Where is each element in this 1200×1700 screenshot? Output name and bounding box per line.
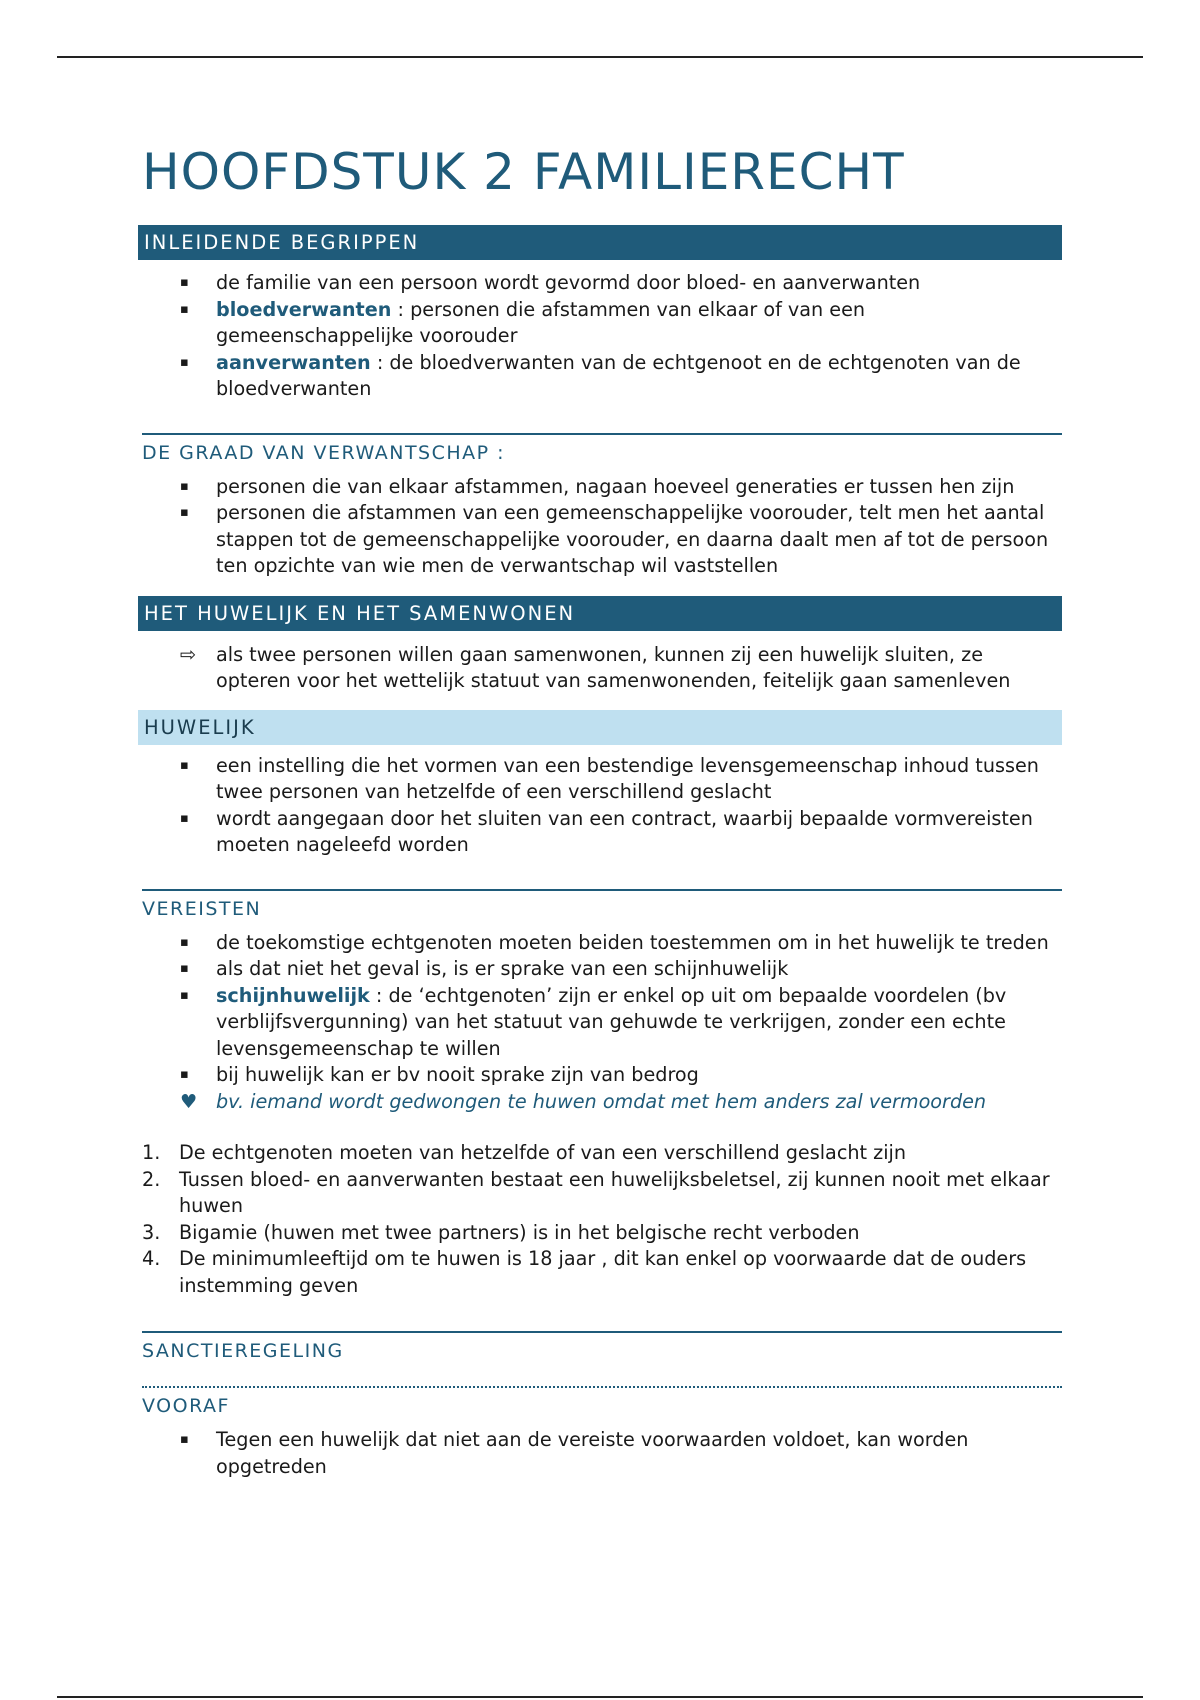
list-item: ▪ Tegen een huwelijk dat niet aan de vereiste voorwaarden voldoet, kan worden opgetreden	[180, 1428, 969, 1478]
list-item: ▪ als dat niet het geval is, is er sprake van een schijnhuwelijk	[142, 956, 1062, 983]
square-bullet-icon: ▪	[180, 987, 189, 1003]
square-bullet-icon: ▪	[180, 1432, 189, 1447]
list-item: ▪ bij huwelijk kan er bv nooit sprake zijn van bedrog	[142, 1062, 1062, 1089]
term-bloedverwanten: bloedverwanten	[216, 297, 392, 321]
document-body	[142, 140, 1062, 1480]
bottom-rule	[57, 1696, 1143, 1698]
list-item: ▪ aanverwanten : de bloedverwanten van de echtgenoot en de echtgenoten van de bloedverwanten	[180, 350, 1021, 400]
subheading-vereisten: VEREISTEN	[142, 889, 1062, 921]
numbered-item: 3. Bigamie (huwen met twee partners) is in het belgische recht verboden	[142, 1220, 860, 1244]
bullet-list-huwelijk	[142, 753, 1062, 859]
heart-icon: ♥	[180, 1089, 198, 1113]
section-heading-huwelijk: HUWELIJK	[138, 710, 1062, 745]
subheading-sanctieregeling: SANCTIEREGELING	[142, 1331, 1062, 1363]
list-item: ⇨ als twee personen willen gaan samenwonen, kunnen zij een huwelijk sluiten, ze opteren voor het wettelijk statuut van samenwonenden, feitelijk gaan samenleven	[180, 642, 1011, 692]
square-bullet-icon: ▪	[180, 810, 189, 826]
list-item: ▪ personen die afstammen van een gemeenschappelijke voorouder, telt men het aantal stappen tot de gemeenschappelijke voorouder, en daarna daalt men af tot de persoon ten opzichte van wie men de verwantschap wil vaststellen	[180, 501, 1049, 577]
list-item: ▪ een instelling die het vormen van een bestendige levensgemeenschap inhoud tussen twee personen van hetzelfde of een verschillend geslacht	[180, 753, 1039, 803]
square-bullet-icon: ▪	[180, 934, 189, 950]
subheading-graad: DE GRAAD VAN VERWANTSCHAP :	[142, 433, 1062, 465]
page-title: HOOFDSTUK 2 FAMILIERECHT	[142, 143, 905, 201]
list-item: ▪ bloedverwanten : personen die afstammen van elkaar of van een gemeenschappelijke voorouder	[180, 297, 866, 347]
list-item: ▪ wordt aangegaan door het sluiten van een contract, waarbij bepaalde vormvereisten moeten nageleefd worden	[180, 806, 1033, 856]
list-item: ▪ personen die van elkaar afstammen, nagaan hoeveel generaties er tussen hen zijn	[142, 474, 1062, 501]
list-item: ▪ de toekomstige echtgenoten moeten beiden toestemmen om in het huwelijk te treden	[142, 930, 1062, 957]
square-bullet-icon: ▪	[180, 275, 189, 290]
section-heading-samenwonen: HET HUWELIJK EN HET SAMENWONEN	[138, 596, 1062, 631]
square-bullet-icon: ▪	[180, 478, 189, 494]
section-heading-inleidende: INLEIDENDE BEGRIPPEN	[138, 225, 1062, 260]
square-bullet-icon: ▪	[180, 757, 189, 773]
term-schijnhuwelijk: schijnhuwelijk	[216, 983, 370, 1007]
numbered-item: 1. De echtgenoten moeten van hetzelfde of van een verschillend geslacht zijn	[142, 1141, 907, 1164]
term-aanverwanten: aanverwanten	[216, 350, 371, 374]
square-bullet-icon: ▪	[180, 354, 189, 370]
bullet-list-vooraf	[142, 1427, 1062, 1480]
list-item: ▪ schijnhuwelijk : de ‘echtgenoten’ zijn er enkel op uit om bepaalde voordelen (bv verblijfsvergunning) van het statuut van gehuwde te verkrijgen, zonder een echte levensgemeenschap te willen	[180, 983, 1007, 1060]
bullet-list-graad	[142, 474, 1062, 580]
arrow-right-icon: ⇨	[180, 642, 197, 666]
numbered-list-vereisten	[142, 1140, 1062, 1299]
list-item: ▪ de familie van een persoon wordt gevormd door bloed- en aanverwanten	[142, 270, 1062, 297]
bullet-list-inleidende	[142, 270, 1062, 403]
numbered-item: 2. Tussen bloed- en aanverwanten bestaat een huwelijksbeletsel, zij kunnen nooit met elkaar huwen	[142, 1167, 1050, 1217]
bullet-list-vereisten	[142, 930, 1062, 1116]
square-bullet-icon: ▪	[180, 961, 189, 976]
top-rule	[57, 56, 1143, 58]
subheading-vooraf: VOORAF	[142, 1386, 1062, 1418]
square-bullet-icon: ▪	[180, 505, 189, 520]
numbered-item: 4. De minimumleeftijd om te huwen is 18 jaar , dit kan enkel op voorwaarde dat de ouders instemming geven	[142, 1247, 1027, 1297]
square-bullet-icon: ▪	[180, 301, 189, 317]
list-item-example: ♥ bv. iemand wordt gedwongen te huwen omdat met hem anders zal vermoorden	[142, 1089, 1062, 1116]
arrow-list-samenwonen	[142, 642, 1062, 695]
square-bullet-icon: ▪	[180, 1067, 189, 1082]
